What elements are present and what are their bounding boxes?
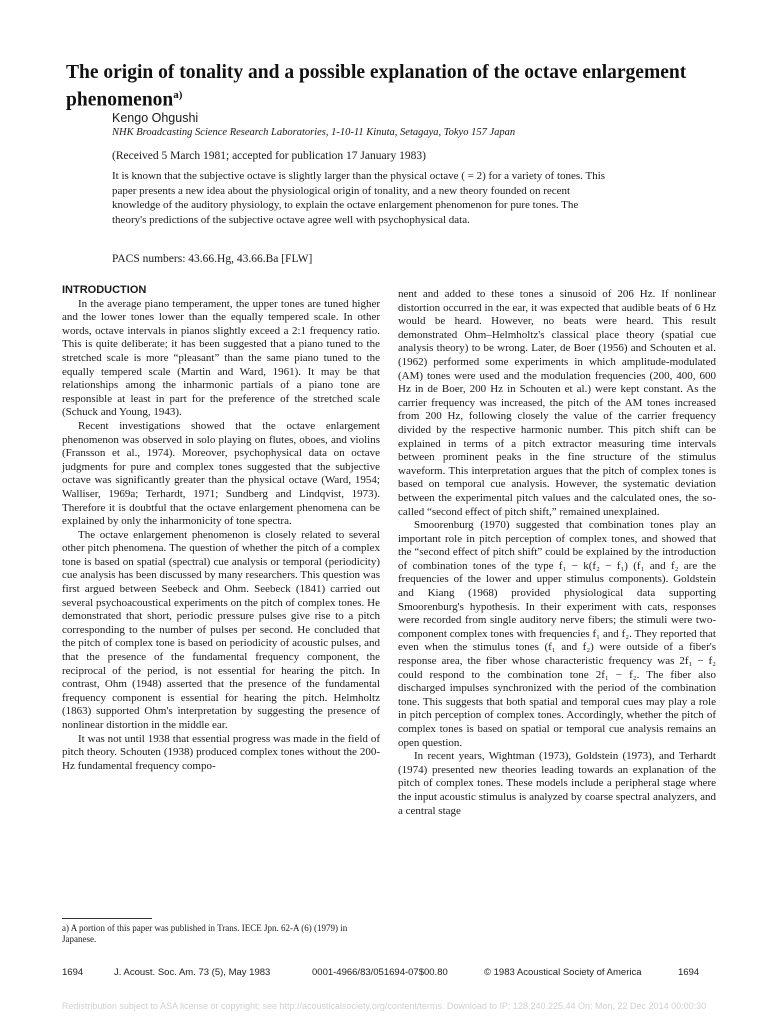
title-text: The origin of tonality and a possible explanation of the octave enlargement phenomenon <box>66 62 687 111</box>
paragraph: Recent investigations showed that the octave enlargement phenomenon was observed in solo playing on flutes, oboes, and violins (Fransson et al., 1974). Moreover, psychophysical data on octave judgments for pure and complex tones suggested that the subjective octave was significantly greater than the physical octave (Ward, 1954; Walliser, 1969a; Terhardt, 1971; Sundberg and Lindqvist, 1973). Therefore it is doubtful that the octave enlargement phenomena can be explained by only the inharmonicity of tone spectra. <box>62 419 380 528</box>
received-date: (Received 5 March 1981; accepted for publication 17 January 1983) <box>112 150 426 162</box>
pacs-numbers: PACS numbers: 43.66.Hg, 43.66.Ba [FLW] <box>112 253 313 265</box>
author-name: Kengo Ohgushi <box>112 111 199 125</box>
footnote-divider <box>62 918 152 919</box>
footer-journal: J. Acoust. Soc. Am. 73 (5), May 1983 <box>114 967 271 978</box>
footer-copyright: © 1983 Acoustical Society of America <box>484 967 642 978</box>
article-title <box>66 62 706 112</box>
left-column <box>62 284 380 773</box>
paragraph: In the average piano temperament, the upper tones are tuned higher and the lower tones lower than the equally tempered scale. In other words, octave intervals in pianos slightly exceed a 2:1 frequency ratio. This is quite deliberate; it has been suggested that a piano tuned to the stretched scale is more “pleasant” than the same piano tuned to the equally tempered scale (Martin and Ward, 1961). It may be that relationships among the inharmonic partials of a piano tone are responsible at least in part for the preference of the stretched scale (Schuck and Young, 1943). <box>62 297 380 419</box>
right-column <box>398 288 716 818</box>
paragraph: It was not until 1938 that essential progress was made in the field of pitch theory. Schouten (1938) produced complex tones without the 200-Hz fundamental frequency compo- <box>62 732 380 772</box>
paragraph: Smoorenburg (1970) suggested that combination tones play an important role in pitch perception of complex tones, and showed that the “second effect of pitch shift” could be explained by the introduction of combination tones of the type f₁ − k(f₂ − f₁) (f₁ and f₂ are the frequencies of the lower and upper stimulus components). Goldstein and Kiang (1968) provided physiological data supporting Smoorenburg's hypothesis. In their experiment with cats, responses were recorded from single auditory nerve fibers; the stimuli were two-component complex tones with frequencies f₁ and f₂. They reported that even when the stimulus tones (f₁ and f₂) were outside of a fiber's response area, the fiber whose characteristic frequency was 2f₁ − f₂ could respond to the combination tone 2f₁ − f₂. The fiber also discharged impulses synchronized with the period of the combination tone. This suggests that both spatial and temporal cues may play a role in pitch perception of complex tones. Accordingly, whether the pitch of complex tones is based on spatial or temporal cue analysis remains an open question. <box>398 519 716 749</box>
title-footnote-marker[interactable]: a) <box>173 89 183 101</box>
paragraph: The octave enlargement phenomenon is closely related to several other pitch phenomena. The question of whether the pitch of a complex tone is based on spatial (spectral) cue analysis or temporal (periodicity) cue analysis has been discussed by many researchers. This question was first argued between Seebeck and Ohm. Seebeck (1841) carried out several psychoacoustical experiments on the pitch of complex tones. He demonstrated that short, periodic pressure pulses give rise to a pitch corresponding to the number of pulses per second. He concluded that the pitch of complex tone is based on periodicity of acoustic pulses, and that the presence of the fundamental frequency component, the reciprocal of the period, is not essential for hearing the pitch. In contrast, Ohm (1948) asserted that the presence of the fundamental frequency component is essential for hearing the pitch. Helmholtz (1863) supported Ohm's interpretation by suggesting the presence of nonlinear distortion in the middle ear. <box>62 528 380 731</box>
download-watermark: Redistribution subject to ASA license or copyright; see http://acousticalsociety.org/content/terms. Download to IP: 128.240.225.44 On: Mon, 22 Dec 2014 00:00:30 <box>61 1001 707 1011</box>
footnote: a) A portion of this paper was published in Trans. IECE Jpn. 62-A (6) (1979) in Japanese. <box>62 923 348 944</box>
footer-code: 0001-4966/83/051694-07$00.80 <box>312 967 448 978</box>
footer-page-right: 1694 <box>678 967 700 978</box>
paragraph: In recent years, Wightman (1973), Goldstein (1973), and Terhardt (1974) presented new theories leading towards an explanation of the pitch of complex tones. These models include a peripheral stage where the input acoustic stimulus is analyzed by coarse spectral analyzers, and a central stage <box>398 750 716 817</box>
footer-page-left: 1694 <box>62 967 84 978</box>
section-heading-introduction: INTRODUCTION <box>62 284 147 296</box>
abstract: It is known that the subjective octave is slightly larger than the physical octave ( = 2) for a variety of tones. This paper presents a new idea about the physiological origin of tonality, and a new theory founded on recent knowledge of the auditory physiology, to explain the octave enlargement phenomenon for pure tones. The theory's predictions of the subjective octave agree well with psychophysical data. <box>112 170 606 226</box>
author-affiliation: NHK Broadcasting Science Research Laboratories, 1-10-11 Kinuta, Setagaya, Tokyo 157 Japan <box>112 127 516 138</box>
paragraph: nent and added to these tones a sinusoid of 206 Hz. If nonlinear distortion occurred in the ear, it was expected that audible beats of 6 Hz would be heard. However, no beats were heard. This result demonstrated Ohm–Helmholtz's classical place theory (spatial cue analysis theory) to be wrong. Later, de Boer (1956) and Schouten et al. (1962) performed some experiments in which amplitude-modulated (AM) tones were used and the modulation frequencies (200, 400, 600 Hz in de Boer, 200 Hz in Schouten et al.) were kept constant. As the carrier frequency was increased, the pitch of the AM tones increased from 200 Hz, following closely the value of the carrier frequency divided by the respective harmonic number. This pitch shift can be explained in terms of a pitch extractor measuring time intervals between prominent peaks in the fine structure of the stimulus waveform. This interpretation argues that the pitch of complex tones is based on temporal cue analysis. However, the systematic deviation between the experimental pitch values and the calculated ones, the so-called “second effect of pitch shift,” remained unexplained. <box>398 288 716 518</box>
